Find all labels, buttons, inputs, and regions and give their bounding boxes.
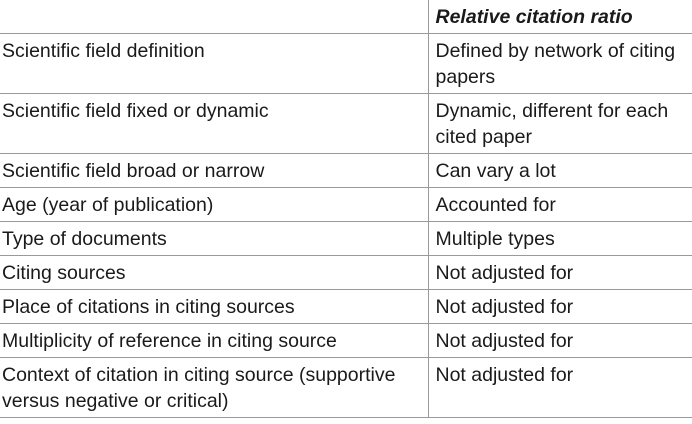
row-value: Defined by network of citing papers: [428, 34, 692, 94]
row-label: Citing sources: [0, 256, 428, 290]
row-label: Scientific field definition: [0, 34, 428, 94]
header-relative-citation-ratio: Relative citation ratio: [428, 0, 692, 34]
row-label: Place of citations in citing sources: [0, 290, 428, 324]
row-value: Accounted for: [428, 188, 692, 222]
table-row: [0, 188, 692, 222]
row-label: Context of citation in citing source (supportive versus negative or critical): [0, 358, 428, 418]
table-row: [0, 222, 692, 256]
row-label: Scientific field fixed or dynamic: [0, 94, 428, 154]
table-row: [0, 94, 692, 154]
row-value: Not adjusted for: [428, 324, 692, 358]
row-label: Scientific field broad or narrow: [0, 154, 428, 188]
row-label: Multiplicity of reference in citing source: [0, 324, 428, 358]
table-row: [0, 290, 692, 324]
row-value: Can vary a lot: [428, 154, 692, 188]
row-value: Multiple types: [428, 222, 692, 256]
table-row: [0, 154, 692, 188]
table-row: [0, 358, 692, 418]
header-empty-cell: [0, 0, 428, 34]
row-label: Age (year of publication): [0, 188, 428, 222]
table-header-row: [0, 0, 692, 34]
table-row: [0, 34, 692, 94]
row-value: Not adjusted for: [428, 358, 692, 418]
table-row: [0, 324, 692, 358]
row-value: Not adjusted for: [428, 256, 692, 290]
row-label: Type of documents: [0, 222, 428, 256]
row-value: Not adjusted for: [428, 290, 692, 324]
row-value: Dynamic, different for each cited paper: [428, 94, 692, 154]
table-row: [0, 256, 692, 290]
